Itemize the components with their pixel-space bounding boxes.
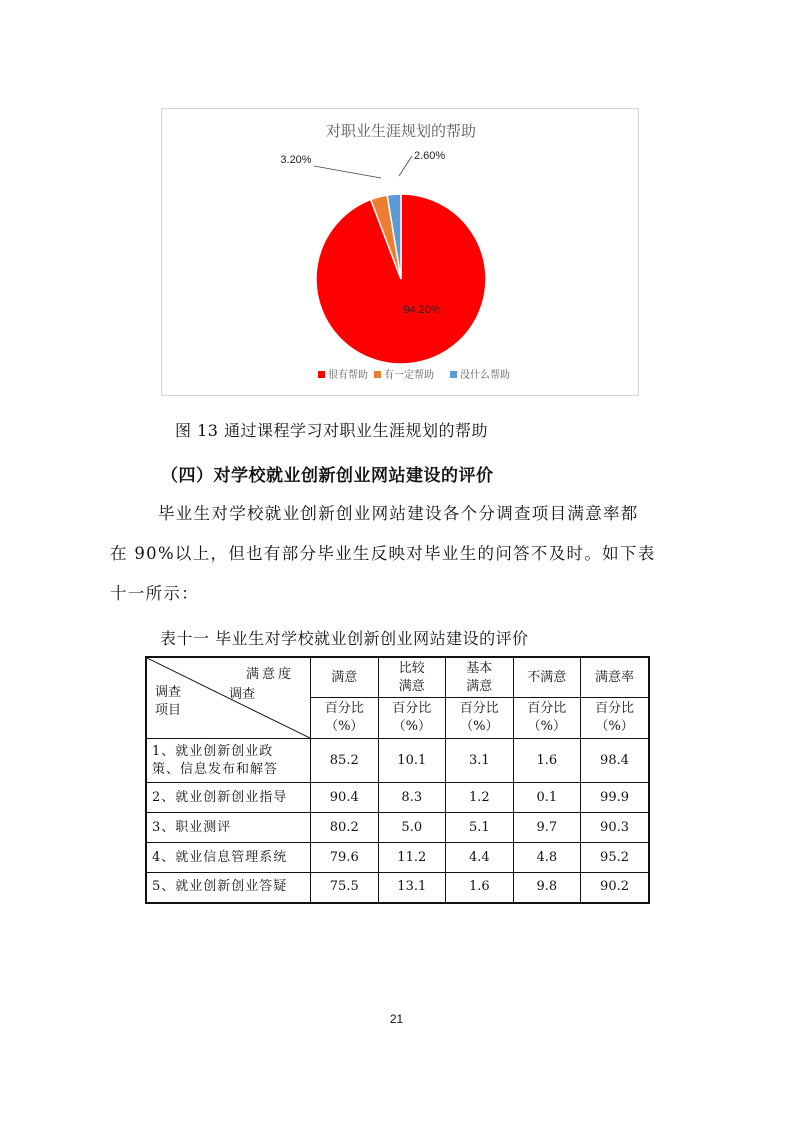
table-cell: 13.1 bbox=[378, 873, 446, 903]
table-cell: 85.2 bbox=[311, 739, 379, 783]
paragraph-line-1: 毕业生对学校就业创新创业网站建设各个分调查项目满意率都 bbox=[158, 504, 639, 523]
legend-entry: 很有帮助 bbox=[328, 370, 368, 381]
unit-cell: 百分比 （%） bbox=[378, 698, 446, 739]
table-row bbox=[146, 783, 649, 813]
paragraph-line-3: 十一所示： bbox=[110, 584, 199, 603]
table-row bbox=[146, 813, 649, 843]
table-cell: 95.2 bbox=[581, 843, 649, 873]
slice-data-label: 2.60% bbox=[414, 150, 446, 162]
table-cell: 10.1 bbox=[378, 739, 446, 783]
table-cell: 9.7 bbox=[513, 813, 581, 843]
legend-swatch bbox=[450, 371, 457, 378]
table-cell: 4.4 bbox=[446, 843, 514, 873]
table-cell: 8.3 bbox=[378, 783, 446, 813]
label-leader-line bbox=[399, 156, 412, 176]
diag-label-left-2: 项目 bbox=[155, 703, 182, 718]
column-header: 比较 满意 bbox=[378, 657, 446, 698]
legend-entry: 没什么帮助 bbox=[460, 370, 510, 381]
diagonal-header-cell bbox=[146, 657, 311, 739]
table-cell: 75.5 bbox=[311, 873, 379, 903]
table-cell: 1.2 bbox=[446, 783, 514, 813]
slice-data-label: 3.20% bbox=[280, 154, 312, 166]
table-title: 表十一 毕业生对学校就业创新创业网站建设的评价 bbox=[160, 629, 529, 648]
unit-cell: 百分比 （%） bbox=[446, 698, 514, 739]
table-row bbox=[146, 873, 649, 903]
page-number: 21 bbox=[389, 1012, 404, 1026]
table-cell: 99.9 bbox=[581, 783, 649, 813]
table-row bbox=[146, 843, 649, 873]
unit-cell: 百分比 （%） bbox=[311, 698, 379, 739]
table-cell: 0.1 bbox=[513, 783, 581, 813]
column-header: 满意率 bbox=[581, 657, 649, 698]
row-item-label: 3、职业测评 bbox=[146, 813, 311, 843]
column-header: 不满意 bbox=[513, 657, 581, 698]
diag-label-satisfaction: 满意度 bbox=[245, 667, 294, 682]
table-cell: 98.4 bbox=[581, 739, 649, 783]
column-header: 满意 bbox=[311, 657, 379, 698]
pie-chart bbox=[161, 108, 639, 396]
unit-cell: 百分比 （%） bbox=[513, 698, 581, 739]
table-row bbox=[146, 739, 649, 783]
slice-data-label: 94.20% bbox=[403, 304, 441, 316]
legend-swatch bbox=[318, 371, 325, 378]
table-cell: 79.6 bbox=[311, 843, 379, 873]
diag-label-survey: 调查 bbox=[229, 687, 256, 702]
table-cell: 4.8 bbox=[513, 843, 581, 873]
row-item-label: 1、就业创新创业政 策、信息发布和解答 bbox=[146, 739, 311, 783]
section-heading: （四）对学校就业创新创业网站建设的评价 bbox=[161, 466, 494, 486]
table-cell: 9.8 bbox=[513, 873, 581, 903]
figure-caption: 图 13 通过课程学习对职业生涯规划的帮助 bbox=[175, 421, 489, 440]
column-header: 基本 满意 bbox=[446, 657, 514, 698]
paragraph-line-2: 在 90%以上，但也有部分毕业生反映对毕业生的问答不及时。如下表 bbox=[110, 544, 656, 563]
chart-title: 对职业生涯规划的帮助 bbox=[325, 122, 477, 140]
row-item-label: 4、就业信息管理系统 bbox=[146, 843, 311, 873]
table-cell: 5.1 bbox=[446, 813, 514, 843]
pie-chart-svg bbox=[162, 109, 640, 397]
row-item-label: 5、就业创新创业答疑 bbox=[146, 873, 311, 903]
table-cell: 90.4 bbox=[311, 783, 379, 813]
legend-swatch bbox=[374, 371, 381, 378]
table-cell: 90.2 bbox=[581, 873, 649, 903]
table-cell: 80.2 bbox=[311, 813, 379, 843]
table-cell: 1.6 bbox=[513, 739, 581, 783]
table-cell: 1.6 bbox=[446, 873, 514, 903]
table-cell: 3.1 bbox=[446, 739, 514, 783]
paragraph bbox=[110, 494, 690, 534]
unit-cell: 百分比 （%） bbox=[581, 698, 649, 739]
paragraph-cont bbox=[110, 534, 690, 614]
label-leader-line bbox=[314, 166, 381, 178]
legend-entry: 有一定帮助 bbox=[384, 370, 434, 381]
table-cell: 5.0 bbox=[378, 813, 446, 843]
diag-label-left-1: 调查 bbox=[155, 685, 182, 700]
survey-table bbox=[145, 656, 650, 904]
row-item-label: 2、就业创新创业指导 bbox=[146, 783, 311, 813]
table-cell: 90.3 bbox=[581, 813, 649, 843]
table-cell: 11.2 bbox=[378, 843, 446, 873]
